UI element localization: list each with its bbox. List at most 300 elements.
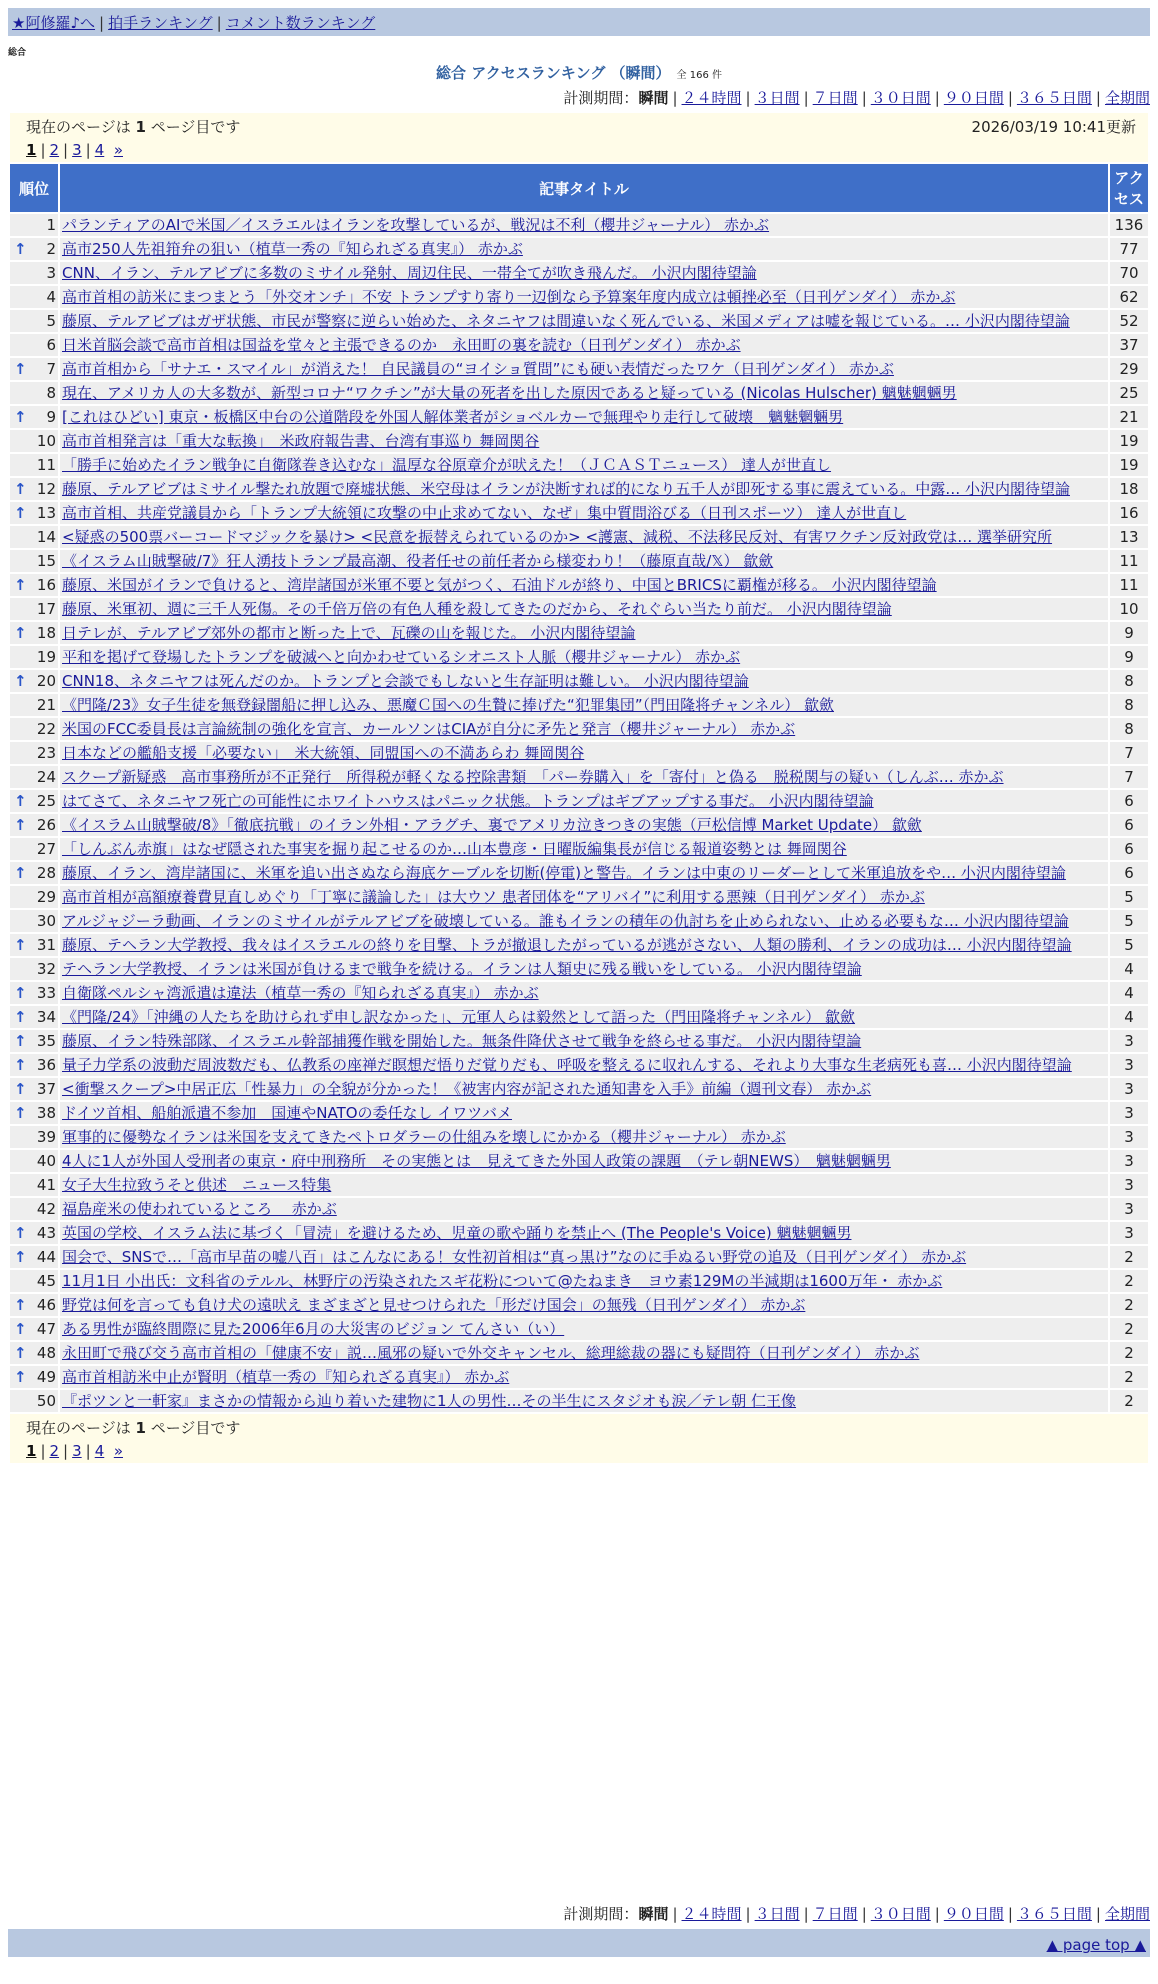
up-arrow-icon: ↑ bbox=[14, 408, 27, 426]
rank-cell bbox=[10, 1390, 58, 1412]
access-count: 3 bbox=[1110, 1030, 1148, 1052]
rank-number: 26 bbox=[36, 816, 56, 834]
access-count: 62 bbox=[1110, 286, 1148, 308]
period-link[interactable]: ３日間 bbox=[754, 1905, 800, 1923]
article-link[interactable]: スクープ新疑惑 高市事務所が不正発行 所得税が軽くなる控除書類 「パー券購入」を「寄付」と偽る 脱税関与の疑い（しんぶ… 赤かぶ bbox=[62, 768, 1004, 786]
rank-number: 3 bbox=[46, 264, 56, 282]
title-cell bbox=[60, 406, 1108, 428]
pager-current[interactable]: 1 bbox=[26, 141, 37, 159]
page-title: 総合 アクセスランキング （瞬間） bbox=[436, 64, 671, 82]
access-count: 3 bbox=[1110, 1126, 1148, 1148]
title-cell bbox=[60, 334, 1108, 356]
article-link[interactable]: 平和を掲げて登場したトランプを破滅へと向かわせているシオニスト人脈（櫻井ジャーナル） 赤かぶ bbox=[62, 648, 741, 666]
article-link[interactable]: 高市首相の訪米にまつまとう「外交オンチ」不安 トランプすり寄り一辺倒なら予算案年度内成立は頓挫必至（日刊ゲンダイ） 赤かぶ bbox=[62, 288, 956, 306]
access-count: 6 bbox=[1110, 838, 1148, 860]
rank-number: 44 bbox=[36, 1248, 56, 1266]
title-cell bbox=[60, 430, 1108, 452]
rank-cell bbox=[10, 1294, 58, 1316]
rank-number: 33 bbox=[36, 984, 56, 1002]
title-cell bbox=[60, 622, 1108, 644]
title-cell bbox=[60, 382, 1108, 404]
access-count: 4 bbox=[1110, 982, 1148, 1004]
table-row bbox=[10, 1198, 1148, 1220]
article-link[interactable]: 藤原、米国がイランで負けると、湾岸諸国が米軍不要と気がつく、石油ドルが終り、中国とBRICSに覇権が移る。 小沢内閣待望論 bbox=[62, 576, 937, 594]
rank-cell bbox=[10, 718, 58, 740]
rank-cell bbox=[10, 334, 58, 356]
access-count: 6 bbox=[1110, 814, 1148, 836]
article-link[interactable]: 高市首相、共産党議員から「トランプ大統領に攻撃の中止求めてない、なぜ」集中質問浴びる（日刊スポーツ） 達人が世直し bbox=[62, 504, 907, 522]
title-cell bbox=[60, 1270, 1108, 1292]
up-arrow-icon: ↑ bbox=[14, 1296, 27, 1314]
article-link[interactable]: CNN、イラン、テルアビブに多数のミサイル発射、周辺住民、一帯全てが吹き飛んだ。 小沢内閣待望論 bbox=[62, 264, 757, 282]
article-link[interactable]: CNN18、ネタニヤフは死んだのか。トランプと会談でもしないと生存証明は難しい。 小沢内閣待望論 bbox=[62, 672, 749, 690]
access-count: 21 bbox=[1110, 406, 1148, 428]
access-header: アクセス bbox=[1110, 164, 1148, 212]
access-count: 16 bbox=[1110, 502, 1148, 524]
article-link[interactable]: 《門隆/24》「沖縄の人たちを助けられず申し訳なかった」、元軍人らは毅然として語った（門田隆将チャンネル） 歙歛 bbox=[62, 1008, 856, 1026]
title-cell bbox=[60, 1030, 1108, 1052]
rank-number: 9 bbox=[46, 408, 56, 426]
access-count: 3 bbox=[1110, 1102, 1148, 1124]
title-cell bbox=[60, 358, 1108, 380]
period-link[interactable]: ３０日間 bbox=[870, 1905, 931, 1923]
rank-number: 42 bbox=[36, 1200, 56, 1218]
up-arrow-icon: ↑ bbox=[14, 1248, 27, 1266]
access-count: 11 bbox=[1110, 574, 1148, 596]
rank-number: 16 bbox=[36, 576, 56, 594]
rank-number: 5 bbox=[46, 312, 56, 330]
rank-number: 29 bbox=[36, 888, 56, 906]
table-row bbox=[10, 502, 1148, 524]
rank-number: 39 bbox=[36, 1128, 56, 1146]
access-count: 11 bbox=[1110, 550, 1148, 572]
access-count: 19 bbox=[1110, 430, 1148, 452]
rank-number: 24 bbox=[36, 768, 56, 786]
article-link[interactable]: 高市首相発言は「重大な転換」 米政府報告書、台湾有事巡り 舞岡関谷 bbox=[62, 432, 540, 450]
rank-number: 10 bbox=[36, 432, 56, 450]
period-link[interactable]: ７日間 bbox=[812, 89, 858, 107]
rank-cell bbox=[10, 214, 58, 236]
pager-page-link[interactable]: 2 bbox=[49, 141, 60, 159]
pager-current[interactable]: 1 bbox=[26, 1442, 37, 1460]
article-link[interactable]: 日米首脳会談で高市首相は国益を堂々と主張できるのか 永田町の裏を読む（日刊ゲンダイ） 赤かぶ bbox=[62, 336, 741, 354]
table-row bbox=[10, 1342, 1148, 1364]
rank-cell bbox=[10, 1342, 58, 1364]
article-link[interactable]: 《イスラム山賊撃破/7》狂人湧技トランプ最高潮、役者任せの前任者から様変わり！（藤原直哉/𝕏） 歙歛 bbox=[62, 552, 774, 570]
bottom-bar bbox=[8, 1929, 1150, 1957]
article-link[interactable]: はてさて、ネタニヤフ死亡の可能性にホワイトハウスはパニック状態。トランプはギブアップする事だ。 小沢内閣待望論 bbox=[62, 792, 874, 810]
rank-cell bbox=[10, 1054, 58, 1076]
rank-number: 36 bbox=[36, 1056, 56, 1074]
up-arrow-icon: ↑ bbox=[14, 1368, 27, 1386]
up-arrow-icon: ↑ bbox=[14, 1104, 27, 1122]
title-cell bbox=[60, 526, 1108, 548]
rank-number: 15 bbox=[36, 552, 56, 570]
article-link[interactable]: 4人に1人が外国人受刑者の東京・府中刑務所 その実態とは 見えてきた外国人政策の課題 （テレ朝NEWS） 魑魅魍魎男 bbox=[62, 1152, 891, 1170]
title-cell bbox=[60, 574, 1108, 596]
comment-ranking-link[interactable]: コメント数ランキング bbox=[225, 14, 376, 32]
rank-cell bbox=[10, 766, 58, 788]
rank-number: 18 bbox=[36, 624, 56, 642]
access-count: 18 bbox=[1110, 478, 1148, 500]
rank-cell bbox=[10, 310, 58, 332]
rank-cell bbox=[10, 406, 58, 428]
rank-cell bbox=[10, 1246, 58, 1268]
title-cell bbox=[60, 1150, 1108, 1172]
up-arrow-icon: ↑ bbox=[14, 1080, 27, 1098]
period-link[interactable]: ３６５日間 bbox=[1016, 1905, 1092, 1923]
access-count: 2 bbox=[1110, 1246, 1148, 1268]
title-cell bbox=[60, 1006, 1108, 1028]
article-link[interactable]: 現在、アメリカ人の大多数が、新型コロナ“ワクチン”が大量の死者を出した原因であると疑っている (Nicolas Hulscher) 魑魅魍魎男 bbox=[62, 384, 957, 402]
rank-cell bbox=[10, 382, 58, 404]
up-arrow-icon: ↑ bbox=[14, 1344, 27, 1362]
article-link[interactable]: 野党は何を言っても負け犬の遠吠え まざまざと見せつけられた「形だけ国会」の無残（日刊ゲンダイ） 赤かぶ bbox=[62, 1296, 806, 1314]
rank-cell bbox=[10, 550, 58, 572]
table-row bbox=[10, 766, 1148, 788]
page-top-link[interactable]: ▲ page top ▲ bbox=[1046, 1936, 1146, 1954]
title-cell bbox=[60, 1318, 1108, 1340]
title-cell bbox=[60, 790, 1108, 812]
rank-cell bbox=[10, 910, 58, 932]
rank-cell bbox=[10, 526, 58, 548]
table-row bbox=[10, 1150, 1148, 1172]
rank-cell bbox=[10, 1078, 58, 1100]
access-count: 6 bbox=[1110, 862, 1148, 884]
rank-number: 19 bbox=[36, 648, 56, 666]
up-arrow-icon: ↑ bbox=[14, 1008, 27, 1026]
rank-number: 47 bbox=[36, 1320, 56, 1338]
rank-cell bbox=[10, 670, 58, 692]
period-link[interactable]: 全期間 bbox=[1104, 89, 1150, 107]
article-link[interactable]: ドイツ首相、船舶派遣不参加 国連やNATOの委任なし イワツバメ bbox=[62, 1104, 513, 1122]
article-link[interactable]: 藤原、イラン、湾岸諸国に、米軍を追い出さぬなら海底ケーブルを切断(停電)と警告。イランは中東のリーダーとして米軍追放をや… 小沢内閣待望論 bbox=[62, 864, 1066, 882]
table-row bbox=[10, 886, 1148, 908]
article-link[interactable]: 高市首相から「サナエ・スマイル」が消えた！ 自民議員の“ヨイショ質問”にも硬い表情だったワケ（日刊ゲンダイ） 赤かぶ bbox=[62, 360, 894, 378]
article-link[interactable]: 自衛隊ペルシャ湾派遣は違法（植草一秀の『知られざる真実』） 赤かぶ bbox=[62, 984, 539, 1002]
title-cell bbox=[60, 814, 1108, 836]
ranking-table bbox=[8, 111, 1150, 1465]
access-count: 3 bbox=[1110, 1054, 1148, 1076]
home-link[interactable]: ★阿修羅♪へ bbox=[12, 14, 96, 32]
title-cell bbox=[60, 238, 1108, 260]
table-row bbox=[10, 1006, 1148, 1028]
table-row bbox=[10, 838, 1148, 860]
access-count: 19 bbox=[1110, 454, 1148, 476]
clap-ranking-link[interactable]: 拍手ランキング bbox=[108, 14, 213, 32]
title-cell bbox=[60, 958, 1108, 980]
article-link[interactable]: 「しんぶん赤旗」はなぜ隠された事実を掘り起こせるのか…山本豊彦・日曜版編集長が信じる報道姿勢とは 舞岡関谷 bbox=[62, 840, 847, 858]
access-count: 8 bbox=[1110, 694, 1148, 716]
table-row bbox=[10, 1270, 1148, 1292]
table-row bbox=[10, 1246, 1148, 1268]
rank-number: 46 bbox=[36, 1296, 56, 1314]
title-cell bbox=[60, 1174, 1108, 1196]
article-link[interactable]: 藤原、米軍初、週に三千人死傷。その千倍万倍の有色人種を殺してきたのだから、それぐらい当たり前だ。 小沢内閣待望論 bbox=[62, 600, 892, 618]
table-row bbox=[10, 1222, 1148, 1244]
rank-number: 48 bbox=[36, 1344, 56, 1362]
rank-number: 49 bbox=[36, 1368, 56, 1386]
article-link[interactable]: テヘラン大学教授、イランは米国が負けるまで戦争を続ける。イランは人類史に残る戦いをしている。 小沢内閣待望論 bbox=[62, 960, 862, 978]
article-link[interactable]: 《イスラム山賊撃破/8》「徹底抗戦」のイラン外相・アラグチ、裏でアメリカ泣きつきの実態（戸松信博 Market Update） 歙歛 bbox=[62, 816, 922, 834]
pager-next-link[interactable]: » bbox=[113, 1442, 123, 1460]
access-count: 3 bbox=[1110, 1198, 1148, 1220]
title-cell bbox=[60, 1102, 1108, 1124]
rank-cell bbox=[10, 862, 58, 884]
ranking-title-row bbox=[0, 62, 1158, 83]
table-row bbox=[10, 406, 1148, 428]
rank-header: 順位 bbox=[10, 164, 58, 212]
period-link[interactable]: ９０日間 bbox=[943, 1905, 1004, 1923]
pager-page-link[interactable]: 4 bbox=[94, 141, 105, 159]
article-link[interactable]: 量子力学系の波動だ周波数だも、仏教系の座禅だ瞑想だ悟りだ覚りだも、呼吸を整えるに収れんする、それより大事な生老病死も喜… 小沢内閣待望論 bbox=[62, 1056, 1072, 1074]
access-count: 2 bbox=[1110, 1270, 1148, 1292]
article-link[interactable]: 11月1日 小出氏：文科省のテルル、林野庁の汚染されたスギ花粉について@たねまき ヨウ素129Mの半減期は1600万年・ 赤かぶ bbox=[62, 1272, 943, 1290]
title-cell bbox=[60, 310, 1108, 332]
rank-cell bbox=[10, 838, 58, 860]
title-cell bbox=[60, 886, 1108, 908]
title-cell bbox=[60, 934, 1108, 956]
article-link[interactable]: <衝撃スクープ>中居正広「性暴力」の全貌が分かった！《被害内容が記された通知書を入手》前編（週刊文春） 赤かぶ bbox=[62, 1080, 872, 1098]
up-arrow-icon: ↑ bbox=[14, 1056, 27, 1074]
access-count: 10 bbox=[1110, 598, 1148, 620]
rank-cell bbox=[10, 358, 58, 380]
rank-number: 35 bbox=[36, 1032, 56, 1050]
rank-number: 37 bbox=[36, 1080, 56, 1098]
rank-number: 50 bbox=[36, 1392, 56, 1410]
pager-page-link[interactable]: 2 bbox=[49, 1442, 60, 1460]
period-link[interactable]: ９０日間 bbox=[943, 89, 1004, 107]
rank-number: 40 bbox=[36, 1152, 56, 1170]
title-cell bbox=[60, 910, 1108, 932]
table-row bbox=[10, 694, 1148, 716]
table-row bbox=[10, 790, 1148, 812]
access-count: 70 bbox=[1110, 262, 1148, 284]
access-count: 9 bbox=[1110, 646, 1148, 668]
table-row bbox=[10, 1294, 1148, 1316]
title-cell bbox=[60, 694, 1108, 716]
access-count: 4 bbox=[1110, 1006, 1148, 1028]
rank-number: 21 bbox=[36, 696, 56, 714]
period-label: 計測期間： bbox=[563, 89, 639, 107]
access-count: 2 bbox=[1110, 1342, 1148, 1364]
article-link[interactable]: 福島産米の使われているところ 赤かぶ bbox=[62, 1200, 337, 1218]
title-cell bbox=[60, 1222, 1108, 1244]
period-link[interactable]: ２４時間 bbox=[681, 89, 742, 107]
article-link[interactable]: <疑惑の500票バーコードマジックを暴け> <民意を振替えられているのか> <護憲、減税、不法移民反対、有害ワクチン反対政党は… 選挙研究所 bbox=[62, 528, 1053, 546]
up-arrow-icon: ↑ bbox=[14, 504, 27, 522]
page-top-link-wrap bbox=[1047, 1936, 1146, 1954]
rank-number: 28 bbox=[36, 864, 56, 882]
article-link[interactable]: 軍事的に優勢なイランは米国を支えてきたペトロダラーの仕組みを壊しにかかる（櫻井ジャーナル） 赤かぶ bbox=[62, 1128, 786, 1146]
rank-number: 8 bbox=[46, 384, 56, 402]
title-header: 記事タイトル bbox=[60, 164, 1108, 212]
title-cell bbox=[60, 1342, 1108, 1364]
title-cell bbox=[60, 1078, 1108, 1100]
table-row bbox=[10, 598, 1148, 620]
rank-number: 45 bbox=[36, 1272, 56, 1290]
title-cell bbox=[60, 718, 1108, 740]
access-count: 3 bbox=[1110, 1174, 1148, 1196]
table-row bbox=[10, 1366, 1148, 1388]
period-link[interactable]: ３０日間 bbox=[870, 89, 931, 107]
rank-cell bbox=[10, 1126, 58, 1148]
rank-cell bbox=[10, 934, 58, 956]
access-count: 7 bbox=[1110, 766, 1148, 788]
period-link[interactable]: ２４時間 bbox=[681, 1905, 742, 1923]
up-arrow-icon: ↑ bbox=[14, 1032, 27, 1050]
article-link[interactable]: 日テレが、テルアビブ郊外の都市と断った上で、瓦礫の山を報じた。 小沢内閣待望論 bbox=[62, 624, 636, 642]
article-link[interactable]: 高市250人先祖箝弁の狙い（植草一秀の『知られざる真実』） 赤かぶ bbox=[62, 240, 523, 258]
up-arrow-icon: ↑ bbox=[14, 240, 27, 258]
article-link[interactable]: 「勝手に始めたイラン戦争に自衛隊巻き込むな」温厚な谷原章介が吠えた！（ＪＣＡＳＴニュース） 達人が世直し bbox=[62, 456, 832, 474]
access-count: 37 bbox=[1110, 334, 1148, 356]
rank-cell bbox=[10, 1006, 58, 1028]
rank-number: 17 bbox=[36, 600, 56, 618]
period-link[interactable]: ３６５日間 bbox=[1016, 89, 1092, 107]
pager-page-link[interactable]: 3 bbox=[72, 141, 82, 159]
table-row bbox=[10, 214, 1148, 236]
period-link[interactable]: 全期間 bbox=[1104, 1905, 1150, 1923]
section-label: 総合 bbox=[8, 48, 27, 58]
rank-number: 27 bbox=[36, 840, 56, 858]
rank-cell bbox=[10, 958, 58, 980]
access-count: 9 bbox=[1110, 622, 1148, 644]
access-count: 2 bbox=[1110, 1390, 1148, 1412]
title-cell bbox=[60, 1198, 1108, 1220]
pager-next-link[interactable]: » bbox=[113, 141, 123, 159]
up-arrow-icon: ↑ bbox=[14, 480, 27, 498]
table-row bbox=[10, 574, 1148, 596]
title-cell bbox=[60, 1294, 1108, 1316]
rank-cell bbox=[10, 694, 58, 716]
rank-cell bbox=[10, 886, 58, 908]
rank-cell bbox=[10, 622, 58, 644]
article-link[interactable]: [これはひどい] 東京・板橋区中台の公道階段を外国人解体業者がショベルカーで無理やり走行して破壊 魑魅魍魎男 bbox=[62, 408, 844, 426]
table-row bbox=[10, 934, 1148, 956]
period-selector-top: 計測期間：瞬間 | ２４時間 | ３日間 | ７日間 | ３０日間 | ９０日間 | ３６５日間 | 全期間 bbox=[563, 89, 1150, 107]
title-cell bbox=[60, 598, 1108, 620]
title-cell bbox=[60, 1246, 1108, 1268]
rank-number: 34 bbox=[36, 1008, 56, 1026]
title-cell bbox=[60, 838, 1108, 860]
title-cell bbox=[60, 670, 1108, 692]
title-cell bbox=[60, 286, 1108, 308]
article-link[interactable]: 藤原、テヘラン大学教授、我々はイスラエルの終りを目撃、トラが撤退したがっているが逃がさない、人類の勝利、イランの成功は… 小沢内閣待望論 bbox=[62, 936, 1072, 954]
pager-page-link[interactable]: 4 bbox=[94, 1442, 105, 1460]
page-info-bottom: 現在のページは 1 ページ目です 1 | 2 | 3 | 4 » bbox=[10, 1414, 1148, 1463]
rank-cell bbox=[10, 574, 58, 596]
rank-cell bbox=[10, 1198, 58, 1220]
article-link[interactable]: 米国のFCC委員長は言論統制の強化を宣言、カールソンはCIAが自分に矛先と発言（櫻井ジャーナル） 赤かぶ bbox=[62, 720, 796, 738]
title-cell bbox=[60, 502, 1108, 524]
table-row bbox=[10, 430, 1148, 452]
rank-number: 6 bbox=[46, 336, 56, 354]
up-arrow-icon: ↑ bbox=[14, 792, 27, 810]
rank-cell bbox=[10, 430, 58, 452]
access-count: 8 bbox=[1110, 670, 1148, 692]
title-cell bbox=[60, 742, 1108, 764]
rank-cell bbox=[10, 478, 58, 500]
table-row bbox=[10, 814, 1148, 836]
up-arrow-icon: ↑ bbox=[14, 864, 27, 882]
table-row bbox=[10, 454, 1148, 476]
pager-top: 1 | 2 | 3 | 4 » bbox=[26, 141, 123, 159]
access-count: 2 bbox=[1110, 1318, 1148, 1340]
rank-number: 43 bbox=[36, 1224, 56, 1242]
article-link[interactable]: 高市首相が高額療養費見直しめぐり「丁寧に議論した」は大ウソ 患者団体を“アリバイ”に利用する悪辣（日刊ゲンダイ） 赤かぶ bbox=[62, 888, 925, 906]
article-link[interactable]: 《門隆/23》女子生徒を無登録闇船に押し込み、悪魔Ｃ国への生贄に捧げた“犯罪集団”（門田隆将チャンネル） 歙歛 bbox=[62, 696, 834, 714]
article-link[interactable]: 『ポツンと一軒家』まさかの情報から辿り着いた建物に1人の男性…その半生にスタジオも涙／テレ朝 仁王像 bbox=[62, 1392, 797, 1410]
period-link[interactable]: ７日間 bbox=[812, 1905, 858, 1923]
article-link[interactable]: ある男性が臨終間際に見た2006年6月の大災害のビジョン てんさい（い） bbox=[62, 1320, 565, 1338]
table-row bbox=[10, 670, 1148, 692]
table-row bbox=[10, 1030, 1148, 1052]
article-link[interactable]: 日本などの艦船支援「必要ない」 米大統領、同盟国への不満あらわ 舞岡関谷 bbox=[62, 744, 585, 762]
period-current: 瞬間 bbox=[638, 89, 669, 107]
table-row bbox=[10, 286, 1148, 308]
article-link[interactable]: 藤原、テルアビブはミサイル撃たれ放題で廃墟状態、米空母はイランが決断すれば的になり五千人が即死する事に震えている。中露… 小沢内閣待望論 bbox=[62, 480, 1070, 498]
article-link[interactable]: アルジャジーラ動画、イランのミサイルがテルアビブを破壊している。誰もイランの積年の仇討ちを止められない、止める必要もな… 小沢内閣待望論 bbox=[62, 912, 1069, 930]
access-count: 2 bbox=[1110, 1294, 1148, 1316]
title-cell bbox=[60, 262, 1108, 284]
rank-cell bbox=[10, 790, 58, 812]
period-label: 計測期間： bbox=[563, 1905, 639, 1923]
table-row bbox=[10, 646, 1148, 668]
title-cell bbox=[60, 550, 1108, 572]
table-row bbox=[10, 238, 1148, 260]
table-row bbox=[10, 334, 1148, 356]
table-row bbox=[10, 622, 1148, 644]
article-link[interactable]: 藤原、テルアビブはガザ状態、市民が警察に逆らい始めた、ネタニヤフは間違いなく死んでいる、米国メディアは嘘を報じている。… 小沢内閣待望論 bbox=[62, 312, 1070, 330]
access-count: 3 bbox=[1110, 1078, 1148, 1100]
rank-number: 22 bbox=[36, 720, 56, 738]
rank-number: 32 bbox=[36, 960, 56, 978]
rank-cell bbox=[10, 238, 58, 260]
access-count: 2 bbox=[1110, 1366, 1148, 1388]
rank-cell bbox=[10, 262, 58, 284]
article-link[interactable]: パランティアのAIで米国／イスラエルはイランを攻撃しているが、戦況は不利（櫻井ジャーナル） 赤かぶ bbox=[62, 216, 770, 234]
access-count: 136 bbox=[1110, 214, 1148, 236]
rank-number: 2 bbox=[46, 240, 56, 258]
up-arrow-icon: ↑ bbox=[14, 936, 27, 954]
pager-page-link[interactable]: 3 bbox=[72, 1442, 82, 1460]
rank-cell bbox=[10, 1174, 58, 1196]
article-link[interactable]: 永田町で飛び交う高市首相の「健康不安」説…風邪の疑いで外交キャンセル、総理総裁の器にも疑問符（日刊ゲンダイ） 赤かぶ bbox=[62, 1344, 920, 1362]
title-cell bbox=[60, 646, 1108, 668]
up-arrow-icon: ↑ bbox=[14, 360, 27, 378]
access-count: 13 bbox=[1110, 526, 1148, 548]
article-link[interactable]: 英国の学校、イスラム法に基づく「冒涜」を避けるため、児童の歌や踊りを禁止へ (The People's Voice) 魑魅魍魎男 bbox=[62, 1224, 852, 1242]
table-row bbox=[10, 982, 1148, 1004]
table-row bbox=[10, 1390, 1148, 1412]
article-link[interactable]: 国会で、SNSで…「高市早苗の嘘八百」はこんなにある！女性初首相は“真っ黒け”なのに手ぬるい野党の追及（日刊ゲンダイ） 赤かぶ bbox=[62, 1248, 967, 1266]
table-row bbox=[10, 358, 1148, 380]
article-link[interactable]: 高市首相訪米中止が賢明（植草一秀の『知られざる真実』） 赤かぶ bbox=[62, 1368, 510, 1386]
pager-bottom: 1 | 2 | 3 | 4 » bbox=[26, 1442, 123, 1460]
title-cell bbox=[60, 1054, 1108, 1076]
access-count: 3 bbox=[1110, 1150, 1148, 1172]
title-cell bbox=[60, 478, 1108, 500]
up-arrow-icon: ↑ bbox=[14, 576, 27, 594]
period-link[interactable]: ３日間 bbox=[754, 89, 800, 107]
article-link[interactable]: 藤原、イラン特殊部隊、イスラエル幹部捕獲作戦を開始した。無条件降伏させて戦争を終らせる事だ。 小沢内閣待望論 bbox=[62, 1032, 862, 1050]
total-count: 全 166 件 bbox=[676, 70, 722, 81]
table-row bbox=[10, 862, 1148, 884]
table-row bbox=[10, 958, 1148, 980]
article-link[interactable]: 女子大生拉致うそと供述 ニュース特集 bbox=[62, 1176, 332, 1194]
rank-cell bbox=[10, 1102, 58, 1124]
